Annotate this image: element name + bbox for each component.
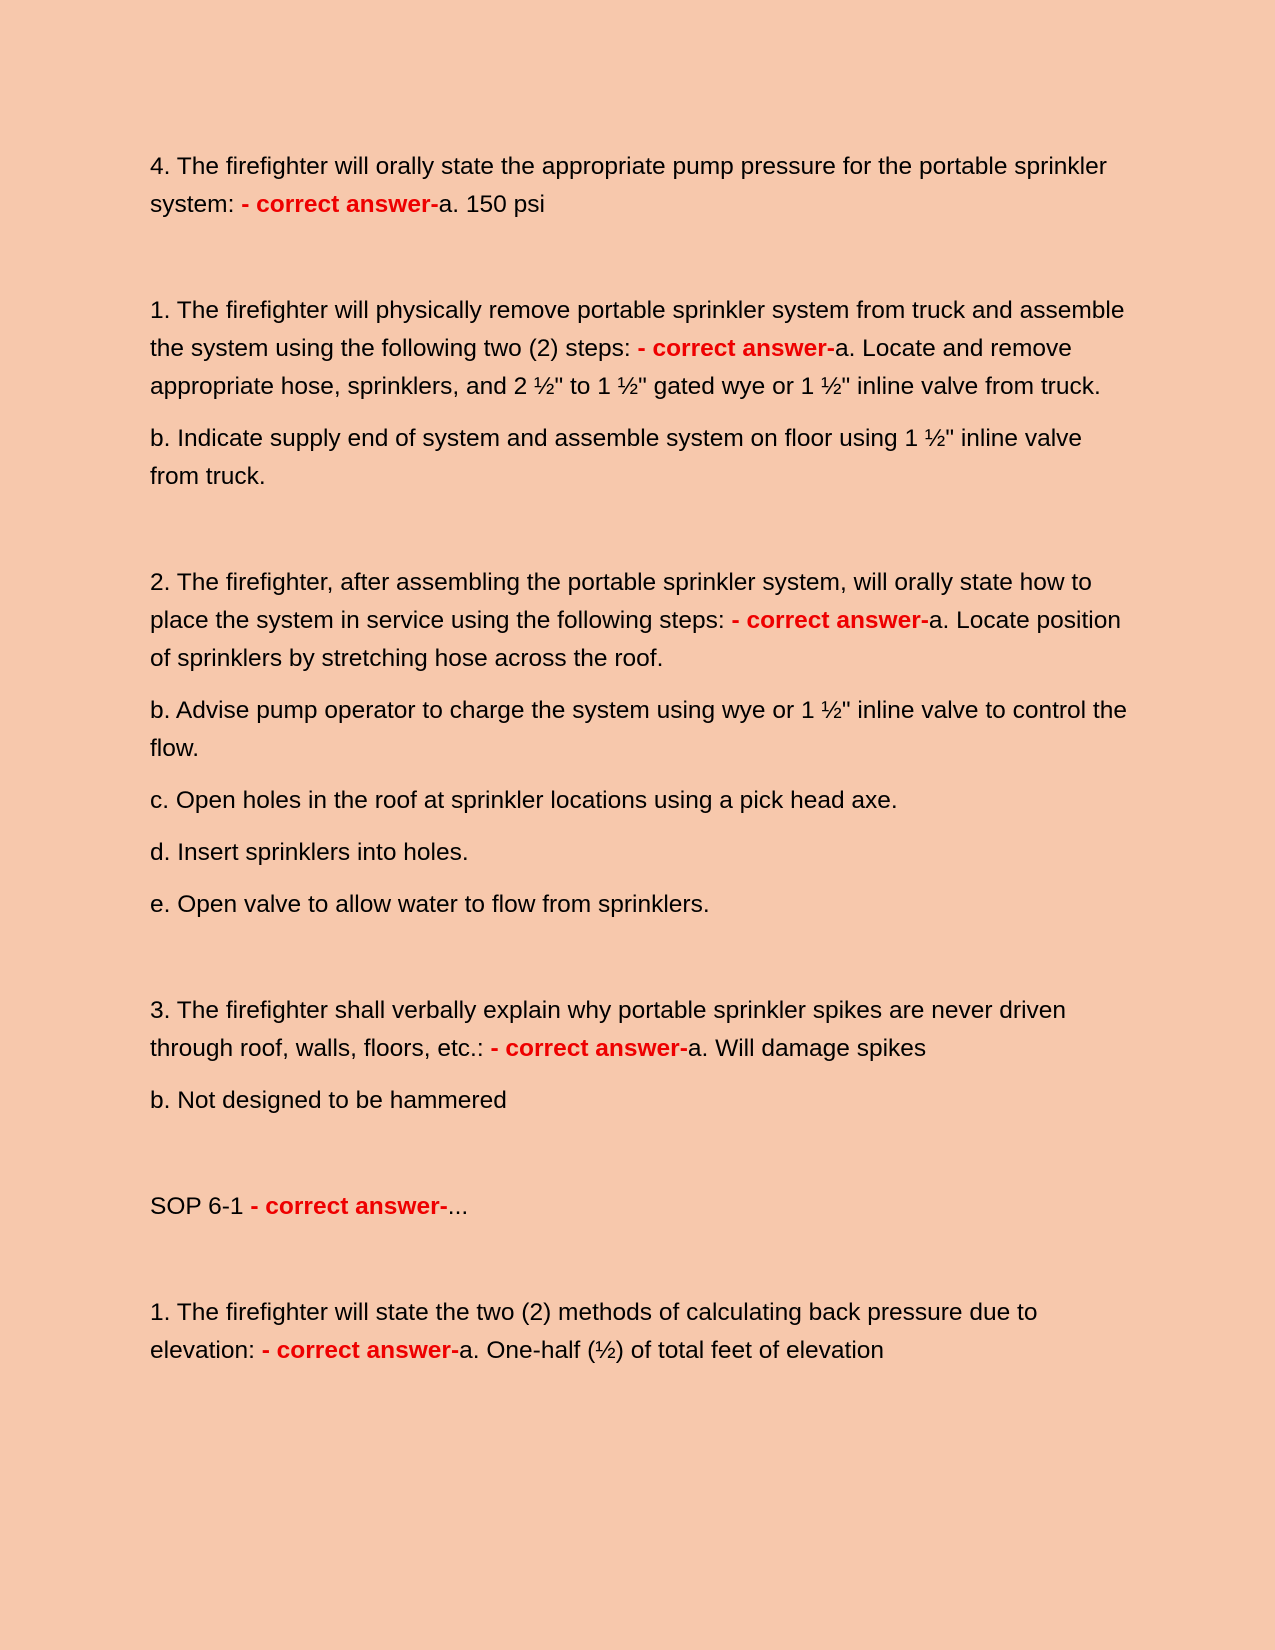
answer-text: a. Will damage spikes: [687, 1035, 927, 1062]
spacer: [150, 1240, 1135, 1294]
answer-continuation: b. Advise pump operator to charge the system using wye or 1 ½" inline valve to control the flow.: [150, 697, 1127, 762]
question-text: 3. The firefighter shall verbally explain why portable sprinkler spikes are never driven through roof, walls, floors, etc.:: [150, 997, 1067, 1062]
question-paragraph: [150, 564, 1135, 678]
correct-answer-marker: - correct answer-: [637, 335, 835, 362]
question-text: 1. The firefighter will state the two (2) methods of calculating back pressure due to elevation:: [150, 1299, 1038, 1364]
answer-text: a. 150 psi: [438, 191, 545, 218]
spacer: [150, 510, 1135, 564]
question-text: 1. The firefighter will physically remove portable sprinkler system from truck and assemble the system using the following two (2) steps:: [150, 297, 1125, 362]
qa-item-spikes: [150, 992, 1135, 1120]
question-text: 4. The firefighter will orally state the appropriate pump pressure for the portable sprinkler system:: [150, 153, 1107, 218]
spacer: [150, 938, 1135, 992]
spacer: [150, 1134, 1135, 1188]
qa-item-back-pressure: [150, 1294, 1135, 1370]
question-paragraph: [150, 292, 1135, 406]
correct-answer-marker: - correct answer-: [261, 1337, 460, 1364]
correct-answer-marker: - correct answer-: [490, 1035, 688, 1062]
answer-continuation: b. Indicate supply end of system and assemble system on floor using 1 ½" inline valve from truck.: [150, 425, 1083, 490]
correct-answer-marker: - correct answer-: [731, 607, 929, 634]
qa-item-sop: [150, 1188, 1135, 1226]
answer-text: a. Locate and remove appropriate hose, sprinklers, and 2 ½" to 1 ½" gated wye or 1 ½" inline valve from truck.: [150, 335, 1101, 400]
question-paragraph: [150, 1294, 1135, 1370]
answer-text: a. Locate position of sprinklers by stretching hose across the roof.: [150, 607, 1121, 672]
correct-answer-marker: - correct answer-: [250, 1193, 448, 1220]
spacer: [150, 238, 1135, 292]
answer-continuation: b. Not designed to be hammered: [150, 1087, 507, 1114]
question-paragraph: [150, 992, 1135, 1068]
answer-text: a. One-half (½) of total feet of elevation: [459, 1337, 885, 1364]
answer-continuation: e. Open valve to allow water to flow from sprinklers.: [150, 891, 710, 918]
answer-text: ...: [447, 1193, 469, 1220]
question-paragraph: [150, 148, 1135, 224]
qa-item-place-in-service: [150, 564, 1135, 924]
correct-answer-marker: - correct answer-: [241, 191, 439, 218]
answer-continuation: d. Insert sprinklers into holes.: [150, 839, 469, 866]
qa-item-remove-assemble: [150, 292, 1135, 496]
question-text: SOP 6-1: [150, 1193, 251, 1220]
qa-item-pump-pressure: [150, 148, 1135, 224]
answer-continuation: c. Open holes in the roof at sprinkler locations using a pick head axe.: [150, 787, 898, 814]
question-text: 2. The firefighter, after assembling the portable sprinkler system, will orally state how to place the system in service using the following steps:: [150, 569, 1092, 634]
question-paragraph: [150, 1188, 1135, 1226]
